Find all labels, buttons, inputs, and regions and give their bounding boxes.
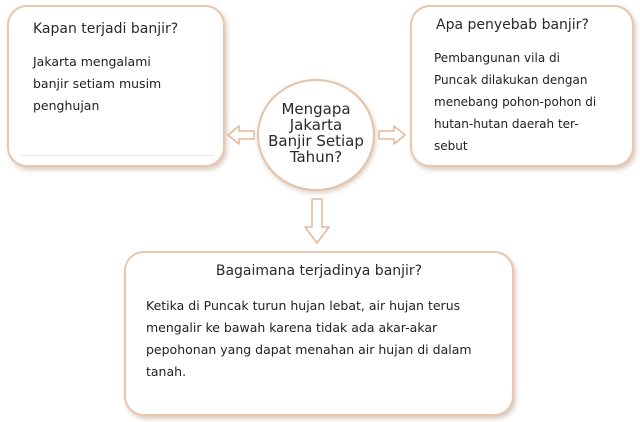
how-line: Ketika di Puncak turun hujan lebat, air hujan terus (146, 298, 461, 313)
cause-line: Pembangunan vila di (434, 51, 560, 65)
when-line: Jakarta mengalami (33, 54, 151, 69)
when-line: penghujan (33, 98, 100, 113)
cause-box (410, 5, 634, 167)
when-title: Kapan terjadi banjir? (33, 21, 179, 37)
central-question-circle (257, 79, 375, 191)
central-question-line: Jakarta (289, 116, 343, 134)
dotted-divider (21, 155, 213, 156)
cause-title: Apa penyebab banjir? (436, 17, 589, 33)
cause-line: Puncak dilakukan dengan (434, 73, 588, 87)
cause-line: menebang pohon-pohon di (434, 95, 597, 109)
down-arrow-icon (302, 197, 332, 245)
left-arrow-icon (226, 124, 256, 146)
how-box (124, 251, 514, 416)
central-question-line: Banjir Setiap (268, 132, 364, 150)
cause-line: hutan-hutan daerah ter- (434, 117, 579, 131)
central-question (259, 101, 373, 165)
how-line: mengalir ke bawah karena tidak ada akar-akar (146, 320, 438, 335)
how-line: tanah. (146, 364, 187, 379)
how-text (146, 295, 494, 383)
cause-line: sebut (434, 139, 468, 153)
right-arrow-icon (377, 124, 407, 146)
central-question-line: Tahun? (289, 148, 343, 166)
central-question-line: Mengapa (281, 100, 351, 118)
when-box (7, 5, 225, 167)
when-line: banjir setiam musim (33, 76, 162, 91)
when-text (33, 51, 213, 117)
how-title: Bagaimana terjadinya banjir? (215, 263, 423, 279)
how-line: pepohonan yang dapat menahan air hujan di dalam (146, 342, 472, 357)
cause-text (434, 47, 617, 157)
